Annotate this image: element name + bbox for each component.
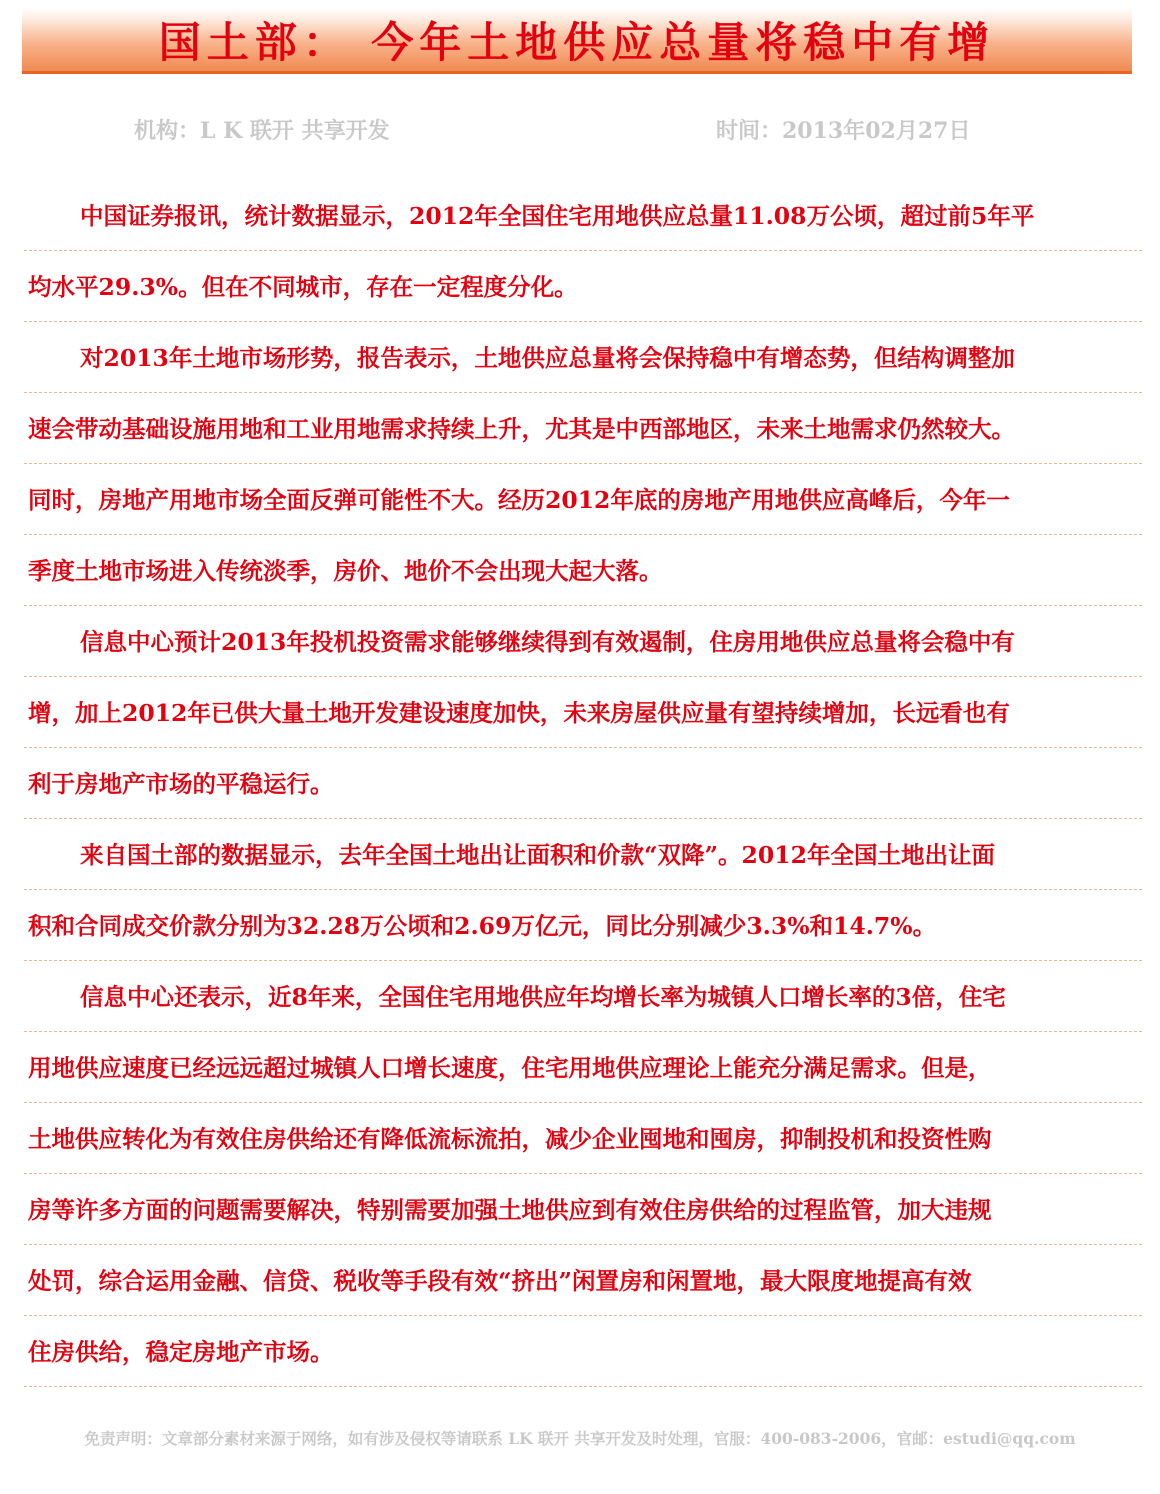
article-line: 速会带动基础设施用地和工业用地需求持续上升，尤其是中西部地区，未来土地需求仍然较大。: [24, 393, 1142, 464]
article-line: 积和合同成交价款分别为32.28万公顷和2.69万亿元，同比分别减少3.3%和14.7%。: [24, 890, 1142, 961]
source-label: 机构：L K 联开 共享开发: [134, 118, 390, 144]
article-line: 信息中心还表示，近8年来，全国住宅用地供应年均增长率为城镇人口增长率的3倍，住宅: [24, 961, 1142, 1032]
article-line: 增，加上2012年已供大量土地开发建设速度加快，未来房屋供应量有望持续增加，长远看也有: [24, 677, 1142, 748]
article-line: 中国证券报讯，统计数据显示，2012年全国住宅用地供应总量11.08万公顷，超过前5年平: [24, 180, 1142, 251]
article-line: 信息中心预计2013年投机投资需求能够继续得到有效遏制，住房用地供应总量将会稳中有: [24, 606, 1142, 677]
article-line: 来自国土部的数据显示，去年全国土地出让面积和价款“双降”。2012年全国土地出让面: [24, 819, 1142, 890]
article-body: [24, 180, 1142, 1387]
page-title: 国土部： 今年土地供应总量将稳中有增: [158, 17, 996, 67]
article-line: 均水平29.3%。但在不同城市，存在一定程度分化。: [24, 251, 1142, 322]
article-line: 同时，房地产用地市场全面反弹可能性不大。经历2012年底的房地产用地供应高峰后，今年一: [24, 464, 1142, 535]
article-line: 土地供应转化为有效住房供给还有降低流标流拍，减少企业囤地和囤房，抑制投机和投资性购: [24, 1103, 1142, 1174]
date-label: 时间：2013年02月27日: [716, 118, 971, 144]
article-line: 用地供应速度已经远远超过城镇人口增长速度，住宅用地供应理论上能充分满足需求。但是，: [24, 1032, 1142, 1103]
title-banner: [22, 8, 1132, 74]
article-line: 房等许多方面的问题需要解决，特别需要加强土地供应到有效住房供给的过程监管，加大违规: [24, 1174, 1142, 1245]
article-line: 处罚，综合运用金融、信贷、税收等手段有效“挤出”闲置房和闲置地，最大限度地提高有效: [24, 1245, 1142, 1316]
article-line: 利于房地产市场的平稳运行。: [24, 748, 1142, 819]
article-line: 住房供给，稳定房地产市场。: [24, 1316, 1142, 1387]
article-line: 季度土地市场进入传统淡季，房价、地价不会出现大起大落。: [24, 535, 1142, 606]
disclaimer-footer: 免责声明：文章部分素材来源于网络，如有涉及侵权等请联系 LK 联开 共享开发及时处理，官服：400-083-2006，官邮：estudi@qq.com: [84, 1429, 1076, 1448]
article-line: 对2013年土地市场形势，报告表示，土地供应总量将会保持稳中有增态势，但结构调整加: [24, 322, 1142, 393]
